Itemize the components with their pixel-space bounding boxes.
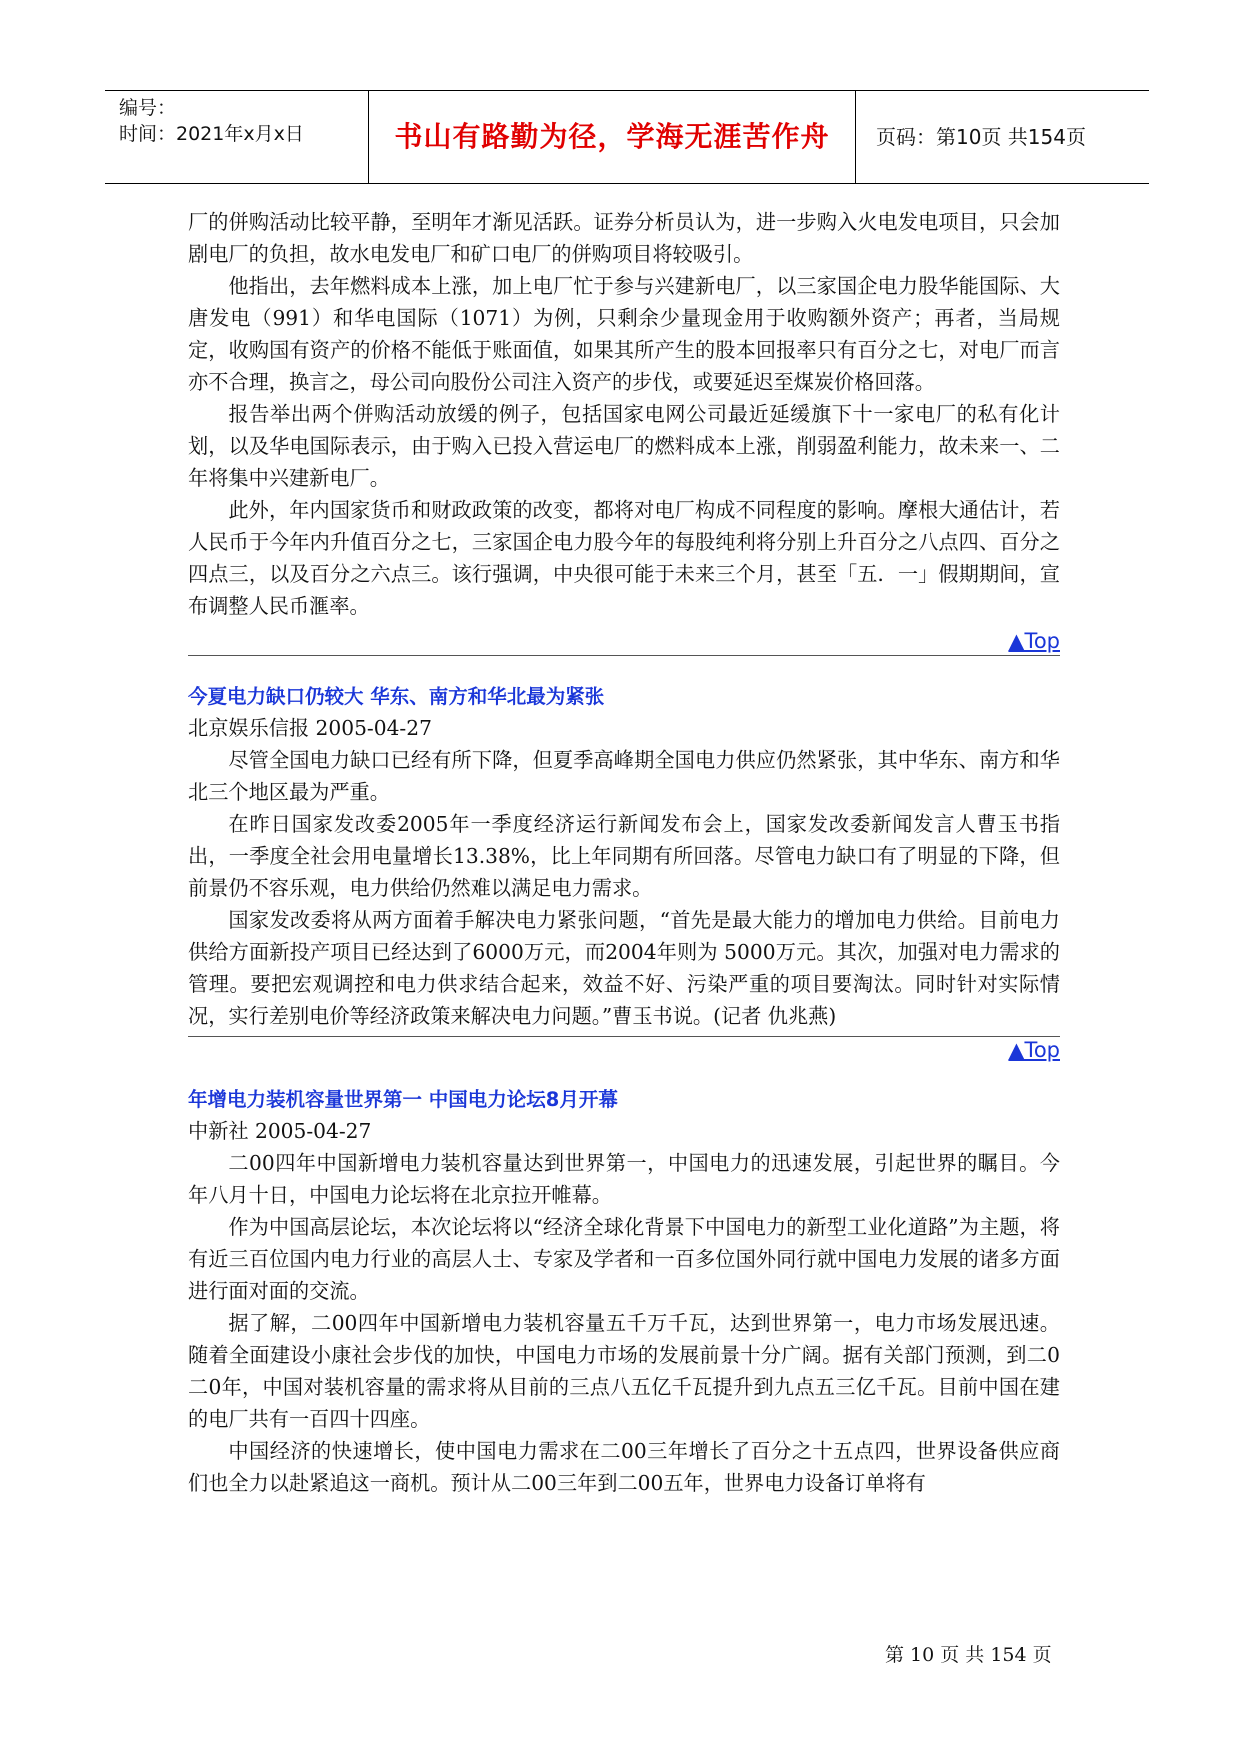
paragraph: 中国经济的快速增长，使中国电力需求在二00三年增长了百分之十五点四，世界设备供应商们也全力以赴紧追这一商机。预计从二00三年到二00五年，世界电力设备订单将有 bbox=[188, 1439, 1060, 1495]
paragraph: 尽管全国电力缺口已经有所下降，但夏季高峰期全国电力供应仍然紧张，其中华东、南方和华北三个地区最为严重。 bbox=[188, 748, 1060, 804]
paragraph: 他指出，去年燃料成本上涨，加上电厂忙于参与兴建新电厂，以三家国企电力股华能国际、大唐发电（991）和华电国际（1071）为例，只剩余少量现金用于收购额外资产；再者，当局规定，收购国有资产的价格不能低于账面值，如果其所产生的股本回报率只有百分之七，对电厂而言亦不合理，换言之，母公司向股份公司注入资产的步伐，或要延迟至煤炭价格回落。 bbox=[188, 274, 1060, 394]
paragraph: 厂的併购活动比较平静，至明年才渐见活跃。证券分析员认为，进一步购入火电发电项目，只会加剧电厂的负担，故水电发电厂和矿口电厂的併购项目将较吸引。 bbox=[188, 210, 1060, 266]
page-header bbox=[105, 90, 1149, 184]
number-label: 编号： bbox=[119, 97, 177, 119]
article-source: 中新社 2005-04-27 bbox=[188, 1119, 372, 1143]
article-title[interactable]: 年增电力装机容量世界第一 中国电力论坛8月开幕 bbox=[188, 1088, 618, 1111]
paragraph: 此外，年内国家货币和财政政策的改变，都将对电厂构成不同程度的影响。摩根大通估计，若人民币于今年内升值百分之七，三家国企电力股今年的每股纯利将分别上升百分之八点四、百分之四点三，以及百分之六点三。该行强调，中央很可能于未来三个月，甚至「五．一」假期期间，宣布调整人民币滙率。 bbox=[188, 498, 1060, 618]
paragraph: 据了解，二00四年中国新增电力装机容量五千万千瓦，达到世界第一，电力市场发展迅速。随着全面建设小康社会步伐的加快，中国电力市场的发展前景十分广阔。据有关部门预测，到二0二0年，中国对装机容量的需求将从目前的三点八五亿千瓦提升到九点五三亿千瓦。目前中国在建的电厂共有一百四十四座。 bbox=[188, 1311, 1060, 1431]
paragraph: 报告举出两个併购活动放缓的例子，包括国家电网公司最近延缓旗下十一家电厂的私有化计划，以及华电国际表示，由于购入已投入营运电厂的燃料成本上涨，削弱盈利能力，故未来一、二年将集中兴建新电厂。 bbox=[188, 402, 1060, 490]
paragraph: 国家发改委将从两方面着手解决电力紧张问题，“首先是最大能力的增加电力供给。目前电力供给方面新投产项目已经达到了6000万元，而2004年则为 5000万元。其次，加强对电力需求的管理。要把宏观调控和电力供求结合起来，效益不好、污染严重的项目要淘汰。同时针对实际情况，实行差别电价等经济政策来解决电力问题。”曹玉书说。(记者 仇兆燕) bbox=[188, 908, 1060, 1028]
back-to-top-link[interactable]: ▲Top bbox=[1008, 1038, 1060, 1062]
paragraph: 二00四年中国新增电力装机容量达到世界第一，中国电力的迅速发展，引起世界的瞩目。今年八月十日，中国电力论坛将在北京拉开帷幕。 bbox=[188, 1151, 1060, 1207]
header-page-info: 页码：第10页 共154页 bbox=[876, 125, 1086, 149]
header-motto: 书山有路勤为径，学海无涯苦作舟 bbox=[369, 91, 856, 183]
header-meta bbox=[105, 91, 369, 183]
time-label: 时间：2021年x月x日 bbox=[119, 123, 304, 145]
document-body bbox=[188, 206, 1060, 1499]
article-source: 北京娱乐信报 2005-04-27 bbox=[188, 716, 432, 740]
article-title[interactable]: 今夏电力缺口仍较大 华东、南方和华北最为紧张 bbox=[188, 685, 605, 708]
paragraph: 作为中国高层论坛，本次论坛将以“经济全球化背景下中国电力的新型工业化道路”为主题，将有近三百位国内电力行业的高层人士、专家及学者和一百多位国外同行就中国电力发展的诸多方面进行面对面的交流。 bbox=[188, 1215, 1060, 1303]
back-to-top-link[interactable]: ▲Top bbox=[1008, 629, 1060, 653]
paragraph: 在昨日国家发改委2005年一季度经济运行新闻发布会上，国家发改委新闻发言人曹玉书指出，一季度全社会用电量增长13.38%，比上年同期有所回落。尽管电力缺口有了明显的下降，但前景仍不容乐观，电力供给仍然难以满足电力需求。 bbox=[188, 812, 1060, 900]
page-footer: 第 10 页 共 154 页 bbox=[885, 1644, 1052, 1666]
